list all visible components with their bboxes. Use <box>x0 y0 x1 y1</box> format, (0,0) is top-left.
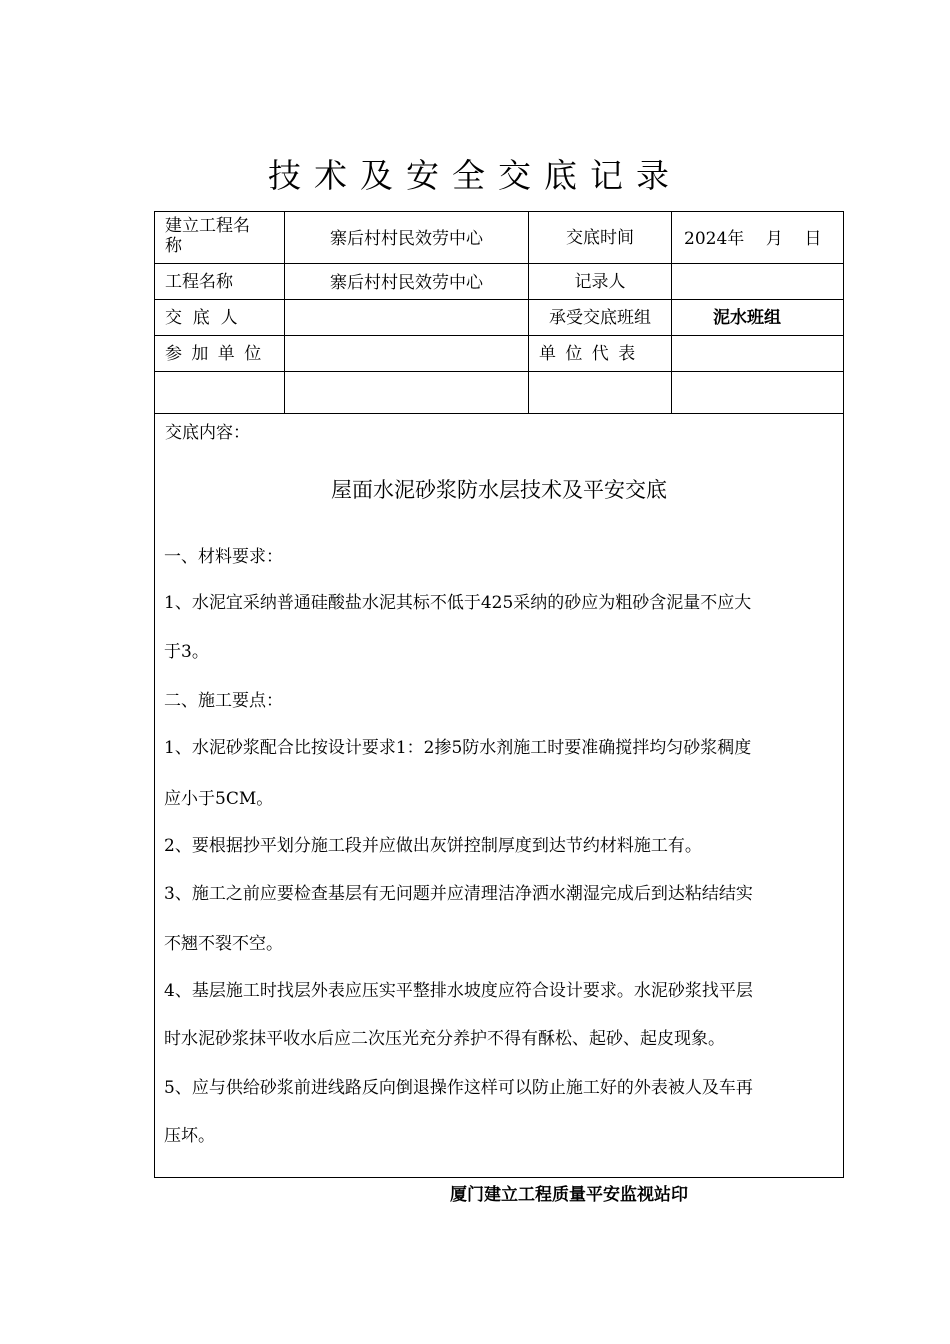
team-value: 泥水班组 <box>713 308 781 328</box>
record-form <box>154 211 844 1178</box>
project-label-line2: 称 <box>165 236 182 256</box>
content-label: 交底内容： <box>165 423 250 443</box>
paragraph: 二、施工要点： <box>164 691 283 711</box>
recorder-label: 记录人 <box>574 272 626 292</box>
row-divider <box>155 413 843 414</box>
discloser-label: 交 底 人 <box>165 308 238 328</box>
paragraph: 1、水泥砂浆配合比按设计要求1：2掺5防水剂施工时要准确搅拌均匀砂浆稠度 <box>164 738 752 758</box>
page-title: 技术及安全交底记录 <box>268 156 682 195</box>
time-value: 2024年 月 日 <box>684 229 822 249</box>
team-label: 承受交底班组 <box>549 308 651 328</box>
paragraph: 一、材料要求： <box>164 547 283 567</box>
rep-label: 单 位 代 表 <box>539 344 638 364</box>
issuer-footer: 厦门建立工程质量平安监视站印 <box>450 1185 688 1205</box>
paragraph: 3、施工之前应要检查基层有无问题并应清理洁净洒水潮湿完成后到达粘结结实 <box>164 884 753 904</box>
row-divider <box>155 371 843 372</box>
paragraph: 1、水泥宜采纳普通硅酸盐水泥其标不低于425采纳的砂应为粗砂含泥量不应大 <box>164 593 752 613</box>
name-value: 寨后村村民效劳中心 <box>330 273 483 293</box>
paragraph: 于3。 <box>164 642 209 662</box>
unit-label: 参 加 单 位 <box>165 344 264 364</box>
project-label <box>165 216 250 256</box>
paragraph: 不翘不裂不空。 <box>164 934 283 954</box>
project-value: 寨后村村民效劳中心 <box>330 229 483 249</box>
row-divider <box>155 335 843 336</box>
paragraph: 5、应与供给砂浆前进线路反向倒退操作这样可以防止施工好的外表被人及车再 <box>164 1078 753 1098</box>
row-divider <box>155 263 843 264</box>
time-label: 交底时间 <box>566 228 634 248</box>
paragraph: 压坏。 <box>164 1126 215 1146</box>
paragraph: 应小于5CM。 <box>164 789 274 809</box>
name-label: 工程名称 <box>165 272 233 292</box>
project-label-line1: 建立工程名 <box>165 216 250 236</box>
disclosure-title: 屋面水泥砂浆防水层技术及平安交底 <box>331 478 667 502</box>
paragraph: 2、要根据抄平划分施工段并应做出灰饼控制厚度到达节约材料施工有。 <box>164 836 702 856</box>
row-divider <box>155 299 843 300</box>
paragraph: 4、基层施工时找层外表应压实平整排水坡度应符合设计要求。水泥砂浆找平层 <box>164 981 753 1001</box>
paragraph: 时水泥砂浆抹平收水后应二次压光充分养护不得有酥松、起砂、起皮现象。 <box>164 1029 725 1049</box>
